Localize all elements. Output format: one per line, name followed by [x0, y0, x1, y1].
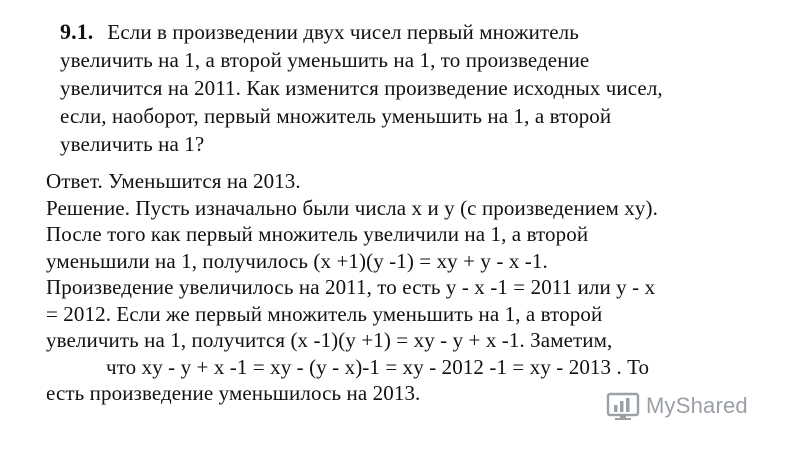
watermark-text: MyShared [646, 393, 748, 418]
problem-text: Если в произведении двух чисел первый множитель [107, 20, 579, 44]
solution-line-5: = 2012. Если же первый множитель уменьшить на 1, а второй [46, 301, 603, 326]
problem-line-2: увеличить на 1, а второй уменьшить на 1, то произведение [60, 48, 590, 72]
solution-line-6: увеличить на 1, получится (x -1)(y +1) = xy - y + x -1. Заметим, [46, 328, 613, 352]
answer-line: Ответ. Уменьшится на 2013. [46, 169, 301, 193]
problem-line-1 [60, 18, 760, 46]
solution-line-8: есть произведение уменьшилось на 2013. [46, 381, 421, 405]
solution-line-3: уменьшили на 1, получилось (x +1)(y -1) = xy + y - x -1. [46, 248, 548, 273]
problem-statement [60, 18, 760, 158]
myshared-logo-icon [606, 391, 640, 421]
problem-number: 9.1. [60, 19, 94, 44]
solution-block [46, 168, 766, 407]
solution-line-1: Решение. Пусть изначально были числа x и y (с произведением xy). [46, 195, 658, 220]
problem-line-3: увеличится на 2011. Как изменится произведение исходных чисел, [60, 76, 663, 100]
problem-line-5: увеличить на 1? [60, 132, 205, 156]
solution-line-7: что xy - y + x -1 = xy - (y - x)-1 = xy - 2012 -1 = xy - 2013 . То [106, 354, 650, 379]
solution-line-2: После того как первый множитель увеличили на 1, а второй [46, 222, 589, 246]
problem-line-4: если, наоборот, первый множитель уменьшить на 1, а второй [60, 104, 612, 128]
solution-line-4: Произведение увеличилось на 2011, то есть y - x -1 = 2011 или y - x [46, 275, 656, 299]
watermark [606, 388, 748, 424]
